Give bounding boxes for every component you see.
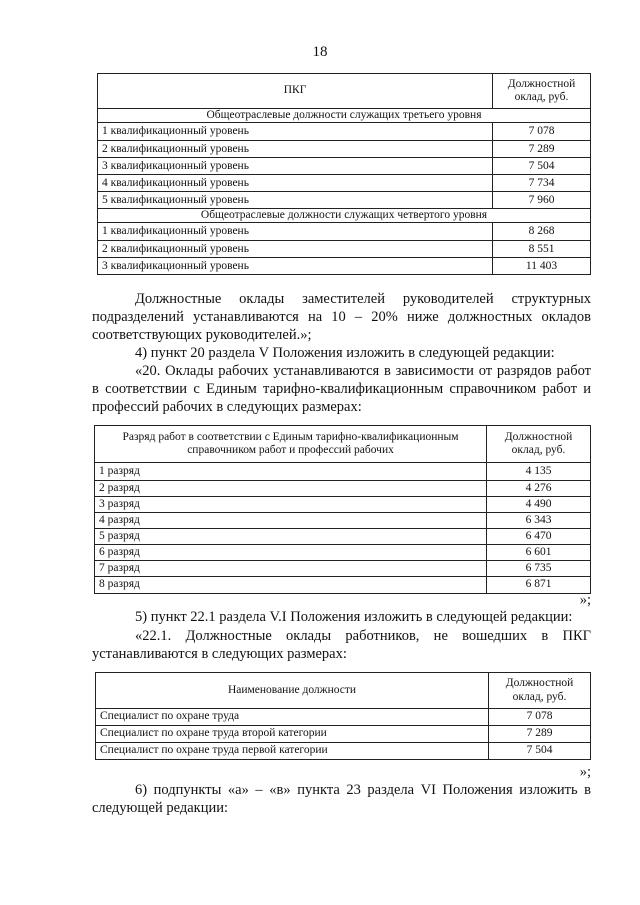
- page-number: 18: [312, 44, 328, 60]
- table-row: Специалист по охране труда 7 078: [96, 709, 591, 726]
- table-row: 4 квалификационный уровень 7 734: [98, 175, 591, 192]
- table-row: 7 разряд 6 735: [95, 561, 591, 577]
- table-header: Разряд работ в соответствии с Единым тарифно-квалификационным справочником работ и профессий рабочих: [95, 426, 487, 463]
- table-row: Специалист по охране труда второй категории 7 289: [96, 726, 591, 743]
- table-row: 2 квалификационный уровень 7 289: [98, 141, 591, 158]
- table-row: 5 разряд 6 470: [95, 529, 591, 545]
- section-heading: Общеотраслевые должности служащих четвертого уровня: [98, 209, 591, 223]
- paragraph: соответствующих руководителей.»;: [92, 327, 312, 343]
- table-row: 4 разряд 6 343: [95, 513, 591, 529]
- worker-grade-table: [94, 425, 591, 594]
- table-header: ПКГ: [98, 74, 493, 109]
- table-row: Специалист по охране труда первой категории 7 504: [96, 743, 591, 760]
- paragraph: Должностные оклады заместителей руководителей структурных: [135, 291, 591, 307]
- quote-close: »;: [579, 764, 591, 780]
- table-header: Должностной оклад, руб.: [487, 426, 591, 463]
- paragraph: 6) подпункты «а» – «в» пункта 23 раздела VI Положения изложить в: [135, 782, 591, 798]
- table-row: 2 разряд 4 276: [95, 481, 591, 497]
- table-row: 5 квалификационный уровень 7 960: [98, 192, 591, 209]
- table-row: 3 квалификационный уровень 7 504: [98, 158, 591, 175]
- paragraph: профессий рабочих в следующих размерах:: [92, 399, 362, 415]
- paragraph: 5) пункт 22.1 раздела V.I Положения изложить в следующей редакции:: [135, 609, 573, 625]
- paragraph: «22.1. Должностные оклады работников, не вошедших в ПКГ: [135, 628, 591, 644]
- table-row: 3 квалификационный уровень 11 403: [98, 258, 591, 275]
- table-header: Должностной оклад, руб.: [489, 673, 591, 709]
- table-row: 1 разряд 4 135: [95, 463, 591, 481]
- table-header: Должностной оклад, руб.: [493, 74, 591, 109]
- table-row: 1 квалификационный уровень 8 268: [98, 223, 591, 241]
- paragraph: следующей редакции:: [92, 800, 229, 816]
- quote-close: »;: [579, 592, 591, 608]
- pkg-salary-table: [97, 73, 591, 275]
- section-heading: Общеотраслевые должности служащих третьего уровня: [98, 109, 591, 123]
- paragraph: 4) пункт 20 раздела V Положения изложить в следующей редакции:: [135, 345, 555, 361]
- paragraph: устанавливаются в следующих размерах:: [92, 646, 347, 662]
- paragraph: «20. Оклады рабочих устанавливаются в зависимости от разрядов работ: [135, 363, 591, 379]
- other-positions-table: [95, 672, 591, 760]
- paragraph: подразделений устанавливаются на 10 – 20% ниже должностных окладов: [92, 309, 591, 325]
- table-row: 3 разряд 4 490: [95, 497, 591, 513]
- table-header: Наименование должности: [96, 673, 489, 709]
- paragraph: в соответствии с Единым тарифно-квалификационным справочником работ и: [92, 381, 591, 397]
- table-row: 1 квалификационный уровень 7 078: [98, 123, 591, 141]
- table-row: 6 разряд 6 601: [95, 545, 591, 561]
- table-row: 8 разряд 6 871: [95, 577, 591, 594]
- table-row: 2 квалификационный уровень 8 551: [98, 241, 591, 258]
